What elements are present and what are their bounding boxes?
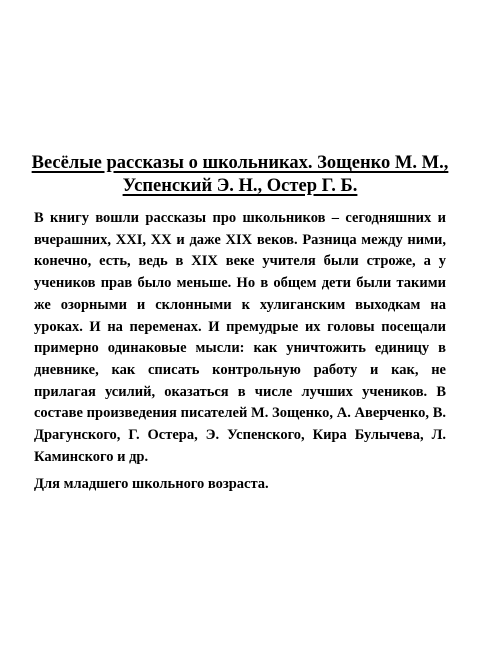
- book-title: Весёлые рассказы о школьниках. Зощенко М. М., Успенский Э. Н., Остер Г. Б.: [31, 153, 449, 196]
- age-recommendation: Для младшего школьного возраста.: [34, 476, 269, 492]
- book-description: В книгу вошли рассказы про школьников – сегодняшних и вчерашних, XXI, XX и даже XIX веков. Разница между ними, конечно, есть, ведь в XIX веке учителя были строже, а у учеников прав было меньше. Но в общем дети были такими же озорными и склонными к хулиганским выходкам на уроках. И на переменах. И премудрые их головы посещали примерно одинаковые мысли: как уничтожить единицу в дневнике, как списать контрольную работу и как, не прилагая усилий, оказаться в числе лучших учеников. В составе произведения писателей М. Зощенко, А. Аверченко, В. Драгунского, Г. Остера, Э. Успенского, Кира Булычева, Л. Каминского и др.: [34, 210, 446, 465]
